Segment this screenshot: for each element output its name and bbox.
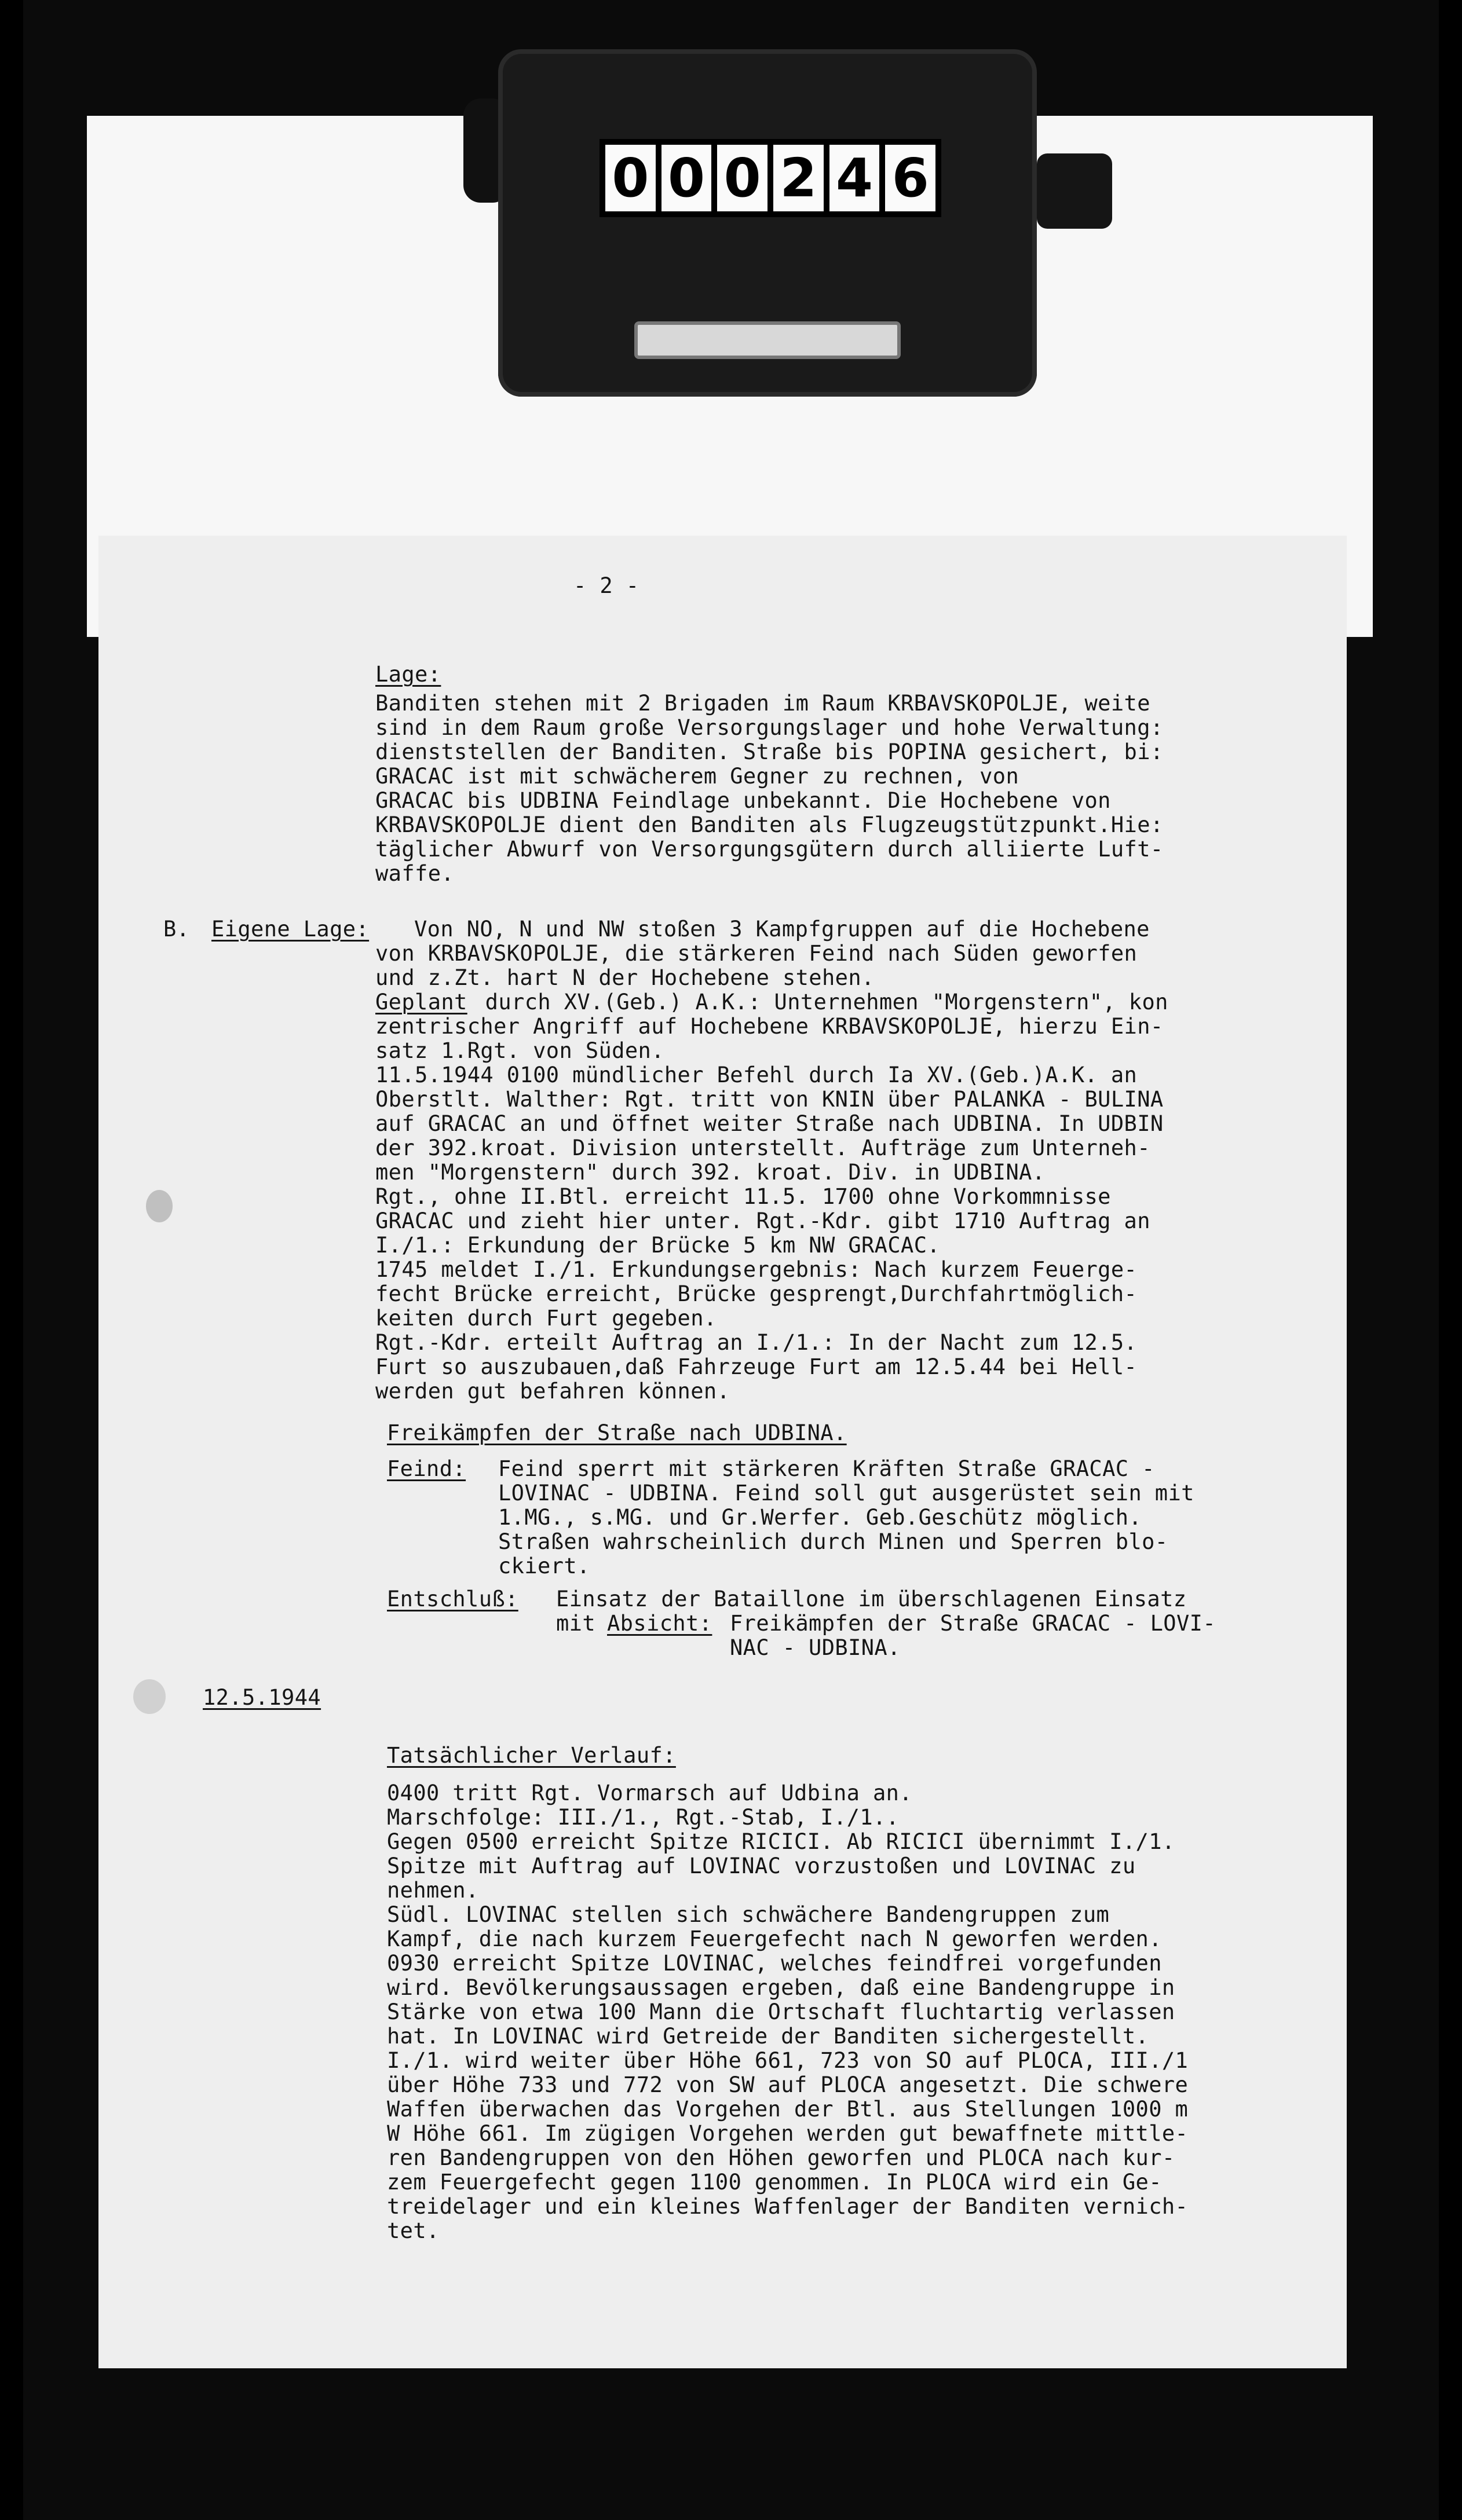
text-line: 1.MG., s.MG. und Gr.Werfer. Geb.Geschütz möglich. xyxy=(498,1505,1142,1530)
counter-knob xyxy=(1037,153,1112,229)
text-line: Banditen stehen mit 2 Brigaden im Raum KRBAVSKOPOLJE, weite xyxy=(375,691,1150,716)
freikaempfen-heading: Freikämpfen der Straße nach UDBINA. xyxy=(387,1420,847,1445)
text-line: Einsatz der Bataillone im überschlagenen Einsatz xyxy=(556,1587,1187,1611)
geplant-label: Geplant xyxy=(375,990,467,1014)
text-line: mit xyxy=(556,1611,596,1636)
counter-digit: 0 xyxy=(717,145,767,211)
text-line: tet. xyxy=(387,2218,440,2243)
text-line: dienststellen der Banditen. Straße bis POPINA gesichert, bi: xyxy=(375,739,1164,764)
text-line: zem Feuergefecht gegen 1100 genommen. In PLOCA wird ein Ge- xyxy=(387,2170,1162,2195)
text-line: und z.Zt. hart N der Hochebene stehen. xyxy=(375,965,875,990)
counter-digit: 6 xyxy=(885,145,935,211)
counter-digit: 0 xyxy=(661,145,712,211)
text-line: auf GRACAC an und öffnet weiter Straße nach UDBINA. In UDBIN xyxy=(375,1111,1164,1136)
text-line: Feind sperrt mit stärkeren Kräften Straße GRACAC - xyxy=(498,1456,1155,1481)
text-line: NAC - UDBINA. xyxy=(730,1635,901,1660)
text-line: treidelager und ein kleines Waffenlager der Banditen vernich- xyxy=(387,2194,1189,2219)
page-number: - 2 - xyxy=(573,573,639,598)
section-b-label: B. xyxy=(163,917,190,942)
text-line: täglicher Abwurf von Versorgungsgütern durch alliierte Luft- xyxy=(375,837,1164,862)
text-line: nehmen. xyxy=(387,1878,479,1903)
text-line: GRACAC bis UDBINA Feindlage unbekannt. Die Hochebene von xyxy=(375,788,1111,813)
text-line: 11.5.1944 0100 mündlicher Befehl durch Ia XV.(Geb.)A.K. an xyxy=(375,1063,1138,1087)
text-line: Stärke von etwa 100 Mann die Ortschaft fluchtartig verlassen xyxy=(387,1999,1175,2024)
text-line: I./1. wird weiter über Höhe 661, 723 von SO auf PLOCA, III./1 xyxy=(387,2048,1189,2073)
lage-heading: Lage: xyxy=(375,662,441,687)
counter-digit: 4 xyxy=(829,145,880,211)
text-line: über Höhe 733 und 772 von SW auf PLOCA angesetzt. Die schwere xyxy=(387,2072,1189,2097)
absicht-label: Absicht: xyxy=(607,1611,712,1636)
text-line: GRACAC ist mit schwächerem Gegner zu rechnen, von xyxy=(375,764,1019,789)
text-line: der 392.kroat. Division unterstellt. Aufträge zum Unterneh- xyxy=(375,1136,1150,1160)
frame-counter-display xyxy=(600,139,941,217)
entschluss-label: Entschluß: xyxy=(387,1587,518,1611)
text-line: Rgt.-Kdr. erteilt Auftrag an I./1.: In der Nacht zum 12.5. xyxy=(375,1330,1138,1355)
text-line: durch XV.(Geb.) A.K.: Unternehmen "Morgenstern", kon xyxy=(472,990,1168,1014)
text-line: wird. Bevölkerungsaussagen ergeben, daß eine Bandengruppe in xyxy=(387,1975,1175,2000)
counter-digit: 2 xyxy=(773,145,824,211)
film-edge-left xyxy=(0,0,23,2520)
text-line: Spitze mit Auftrag auf LOVINAC vorzustoßen und LOVINAC zu xyxy=(387,1854,1136,1878)
text-line: Von NO, N und NW stoßen 3 Kampfgruppen auf die Hochebene xyxy=(414,917,1150,942)
text-line: Kampf, die nach kurzem Feuergefecht nach N geworfen werden. xyxy=(387,1926,1162,1951)
punch-hole-mark xyxy=(133,1679,166,1714)
text-line: Freikämpfen der Straße GRACAC - LOVI- xyxy=(730,1611,1216,1636)
text-line: 1745 meldet I./1. Erkundungsergebnis: Nach kurzem Feuerge- xyxy=(375,1257,1138,1282)
text-line: Rgt., ohne II.Btl. erreicht 11.5. 1700 ohne Vorkommnisse xyxy=(375,1184,1111,1209)
text-line: Marschfolge: III./1., Rgt.-Stab, I./1.. xyxy=(387,1805,900,1830)
eigene-lage-label: Eigene Lage: xyxy=(211,917,370,942)
film-edge-right xyxy=(1439,0,1462,2520)
text-line: Waffen überwachen das Vorgehen der Btl. aus Stellungen 1000 m xyxy=(387,2097,1189,2122)
feind-label: Feind: xyxy=(387,1456,466,1481)
text-line: Furt so auszubauen,daß Fahrzeuge Furt am 12.5.44 bei Hell- xyxy=(375,1354,1138,1379)
text-line: Südl. LOVINAC stellen sich schwächere Bandengruppen zum xyxy=(387,1902,1110,1927)
punch-hole-mark xyxy=(146,1190,173,1222)
verlauf-heading: Tatsächlicher Verlauf: xyxy=(387,1743,676,1768)
text-line: W Höhe 661. Im zügigen Vorgehen werden gut bewaffnete mittle- xyxy=(387,2121,1189,2146)
text-line: Straßen wahrscheinlich durch Minen und Sperren blo- xyxy=(498,1529,1168,1554)
text-line: men "Morgenstern" durch 392. kroat. Div. in UDBINA. xyxy=(375,1160,1046,1185)
text-line: ren Bandengruppen von den Höhen geworfen und PLOCA nach kur- xyxy=(387,2145,1175,2170)
text-line: waffe. xyxy=(375,861,455,886)
text-line: von KRBAVSKOPOLJE, die stärkeren Feind nach Süden geworfen xyxy=(375,941,1138,966)
text-line: I./1.: Erkundung der Brücke 5 km NW GRACAC. xyxy=(375,1233,941,1258)
text-line: KRBAVSKOPOLJE dient den Banditen als Flugzeugstützpunkt.Hie: xyxy=(375,812,1164,837)
text-line: keiten durch Furt gegeben. xyxy=(375,1306,717,1331)
text-line: LOVINAC - UDBINA. Feind soll gut ausgerüstet sein mit xyxy=(498,1481,1194,1506)
text-line: zentrischer Angriff auf Hochebene KRBAVSKOPOLJE, hierzu Ein- xyxy=(375,1014,1164,1039)
text-line: werden gut befahren können. xyxy=(375,1379,730,1404)
counter-nameplate xyxy=(634,321,901,359)
margin-date: 12.5.1944 xyxy=(203,1685,321,1710)
text-line: ckiert. xyxy=(498,1554,590,1578)
text-line: fecht Brücke erreicht, Brücke gesprengt,Durchfahrtmöglich- xyxy=(375,1281,1138,1306)
counter-digit: 0 xyxy=(605,145,656,211)
text-line: Oberstlt. Walther: Rgt. tritt von KNIN über PALANKA - BULINA xyxy=(375,1087,1164,1112)
text-line: hat. In LOVINAC wird Getreide der Banditen sichergestellt. xyxy=(387,2024,1149,2049)
text-line: satz 1.Rgt. von Süden. xyxy=(375,1038,664,1063)
text-line: sind in dem Raum große Versorgungslager und hohe Verwaltung: xyxy=(375,715,1164,740)
text-line: Gegen 0500 erreicht Spitze RICICI. Ab RICICI übernimmt I./1. xyxy=(387,1829,1175,1854)
typed-page xyxy=(98,536,1347,2368)
text-line: GRACAC und zieht hier unter. Rgt.-Kdr. gibt 1710 Auftrag an xyxy=(375,1208,1150,1233)
text-line: 0930 erreicht Spitze LOVINAC, welches feindfrei vorgefunden xyxy=(387,1951,1162,1976)
text-line: 0400 tritt Rgt. Vormarsch auf Udbina an. xyxy=(387,1781,913,1805)
